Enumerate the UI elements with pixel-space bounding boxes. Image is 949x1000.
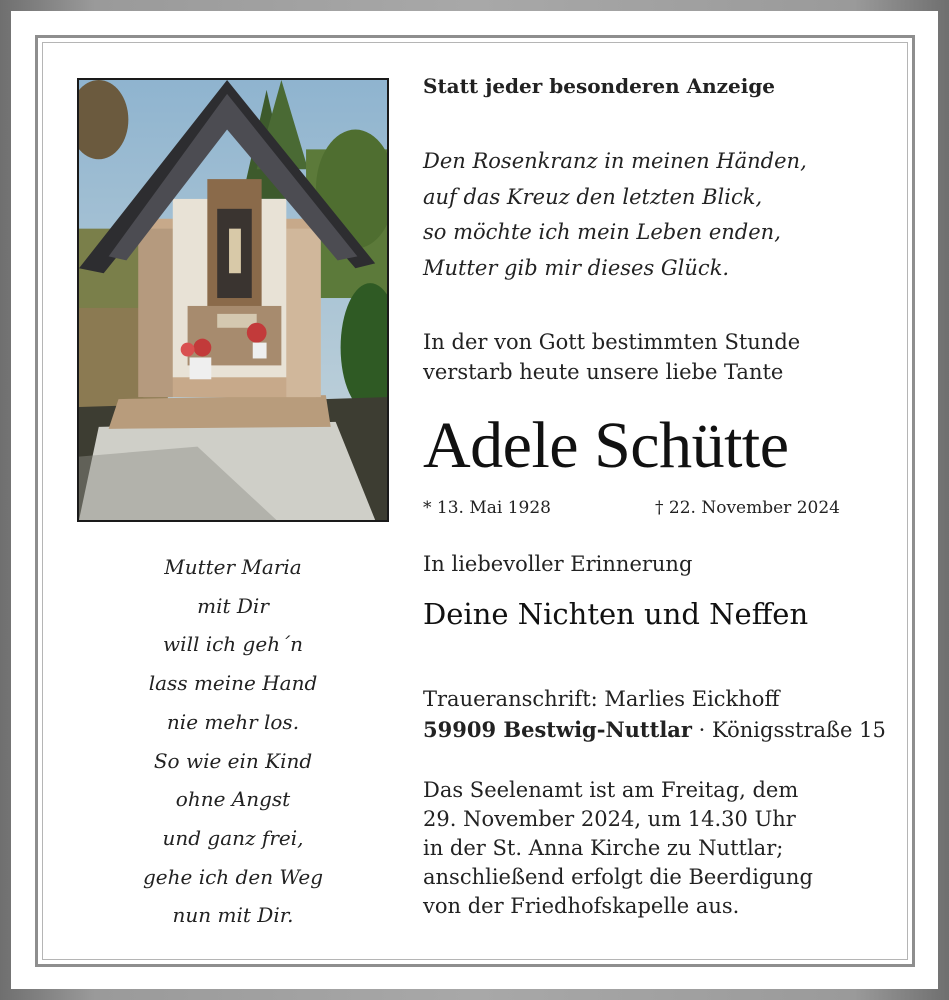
poem-line: ohne Angst [175, 787, 291, 812]
birth-date: * 13. Mai 1928 [423, 498, 551, 518]
announcement-heading: Statt jeder besonderen Anzeige [423, 74, 776, 98]
verse-line: so möchte ich mein Leben enden, [423, 220, 781, 244]
intro-text [423, 328, 800, 387]
intro-line: In der von Gott bestimmten Stunde [423, 330, 801, 354]
deceased-name: Adele Schütte [423, 409, 789, 482]
verse-line: Mutter gib mir dieses Glück. [423, 255, 730, 280]
poem-line: mit Dir [197, 593, 269, 618]
poem-line: So wie ein Kind [153, 748, 313, 773]
poem-line: will ich geh´n [163, 632, 303, 657]
intro-line: verstarb heute unsere liebe Tante [423, 359, 784, 384]
death-date: † 22. November 2024 [655, 498, 840, 518]
poem-line: lass meine Hand [148, 671, 318, 696]
service-line: anschließend erfolgt die Beerdigung [423, 865, 813, 889]
poem-line: und ganz frei, [162, 825, 304, 850]
service-line: 29. November 2024, um 14.30 Uhr [423, 807, 796, 831]
mourning-address [423, 684, 886, 745]
service-line: von der Friedhofskapelle aus. [423, 894, 740, 918]
mourners-line: Deine Nichten und Neffen [423, 597, 809, 631]
chapel-photo [77, 78, 389, 522]
address-city: 59909 Bestwig-Nuttlar [423, 716, 692, 742]
chapel-image [79, 80, 387, 520]
verse-block [423, 144, 807, 286]
service-line: Das Seelenamt ist am Freitag, dem [423, 778, 799, 802]
verse-line: Den Rosenkranz in meinen Händen, [423, 149, 807, 173]
poem-line: nie mehr los. [166, 709, 300, 734]
address-separator: · [691, 717, 713, 742]
poem-block [100, 548, 366, 935]
address-line-1: Traueranschrift: Marlies Eickhoff [423, 687, 780, 711]
memory-line: In liebevoller Erinnerung [423, 552, 693, 576]
poem-line: gehe ich den Weg [143, 864, 323, 889]
address-street: Königsstraße 15 [712, 717, 886, 742]
poem-line: nun mit Dir. [172, 903, 294, 928]
address-line-2 [423, 715, 886, 746]
verse-line: auf das Kreuz den letzten Blick, [423, 184, 763, 209]
service-details [423, 776, 813, 921]
poem-line: Mutter Maria [164, 555, 302, 579]
service-line: in der St. Anna Kirche zu Nuttlar; [423, 836, 784, 860]
